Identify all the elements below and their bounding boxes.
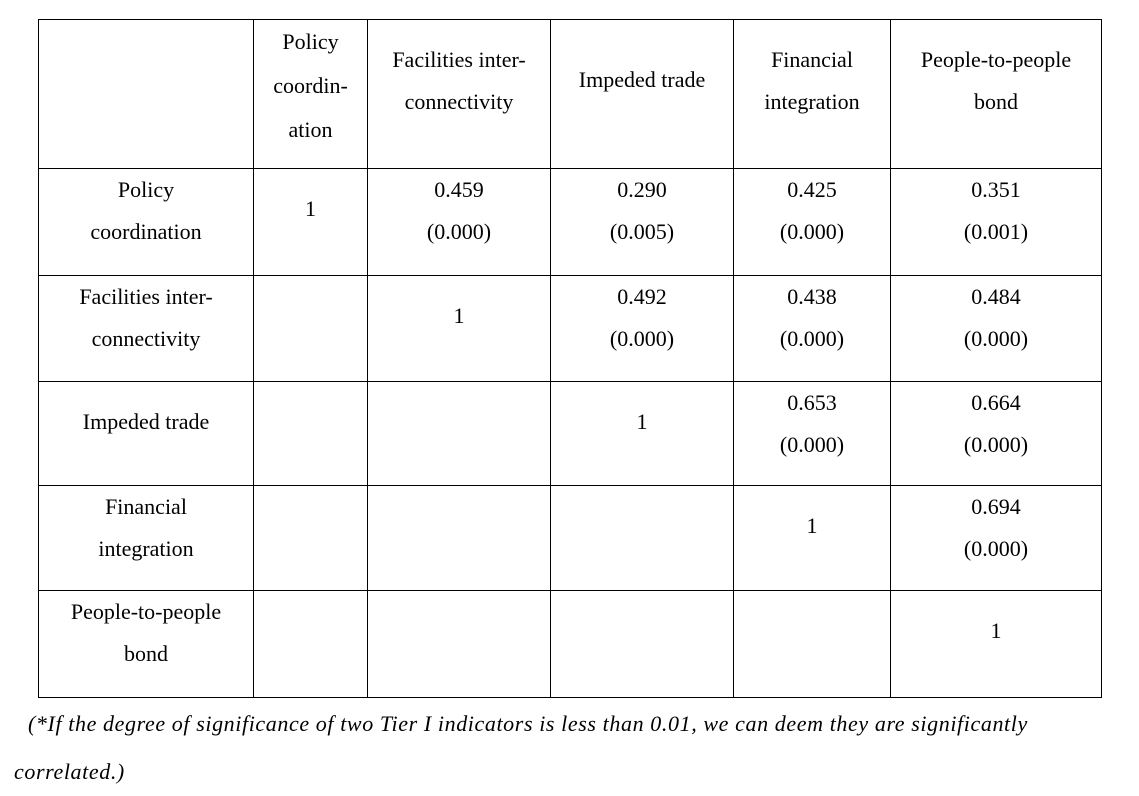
table-cell <box>551 486 734 591</box>
col-header-policy-coordination: Policy coordin- ation <box>254 20 368 169</box>
row-header-people-bond: People-to-people bond <box>39 591 254 698</box>
col-header-facilities-connectivity: Facilities inter- connectivity <box>368 20 551 169</box>
col-header-people-bond: People-to-people bond <box>891 20 1102 169</box>
table-cell: 1 <box>891 591 1102 698</box>
table-cell: 0.492 (0.000) <box>551 276 734 382</box>
table-cell <box>368 382 551 486</box>
table-cell: 1 <box>551 382 734 486</box>
table-cell: 0.664 (0.000) <box>891 382 1102 486</box>
table-cell: 0.459 (0.000) <box>368 169 551 276</box>
table-row <box>39 382 1102 486</box>
corner-cell <box>39 20 254 169</box>
table-cell <box>368 486 551 591</box>
table-cell: 0.484 (0.000) <box>891 276 1102 382</box>
table-row <box>39 486 1102 591</box>
table-cell: 0.438 (0.000) <box>734 276 891 382</box>
table-row <box>39 276 1102 382</box>
table-cell <box>254 486 368 591</box>
header-row <box>39 20 1102 169</box>
table-cell: 0.290 (0.005) <box>551 169 734 276</box>
table-cell: 0.694 (0.000) <box>891 486 1102 591</box>
table-cell: 1 <box>254 169 368 276</box>
table-cell <box>254 382 368 486</box>
table-cell <box>551 591 734 698</box>
table-cell <box>734 591 891 698</box>
table-row <box>39 591 1102 698</box>
col-header-impeded-trade: Impeded trade <box>551 20 734 169</box>
significance-footnote: (*If the degree of significance of two Tier I indicators is less than 0.01, we can deem they are significantly correlated.) <box>14 711 1028 784</box>
table-cell <box>254 276 368 382</box>
table-cell <box>368 591 551 698</box>
row-header-policy-coordination: Policy coordination <box>39 169 254 276</box>
table-cell: 0.351 (0.001) <box>891 169 1102 276</box>
row-header-facilities-connectivity: Facilities inter- connectivity <box>39 276 254 382</box>
correlation-table <box>38 19 1102 698</box>
col-header-financial-integration: Financial integration <box>734 20 891 169</box>
table-cell <box>254 591 368 698</box>
row-header-impeded-trade: Impeded trade <box>39 382 254 486</box>
table-cell: 1 <box>368 276 551 382</box>
table-cell: 0.425 (0.000) <box>734 169 891 276</box>
table-row <box>39 169 1102 276</box>
table-cell: 1 <box>734 486 891 591</box>
row-header-financial-integration: Financial integration <box>39 486 254 591</box>
table-cell: 0.653 (0.000) <box>734 382 891 486</box>
